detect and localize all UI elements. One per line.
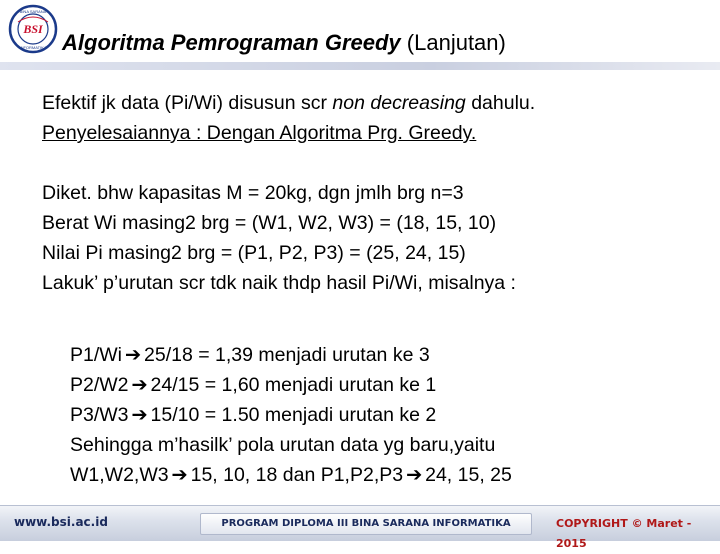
steps-block: [70, 340, 720, 490]
intro-line-2: Penyelesaiannya : Dengan Algoritma Prg. Greedy.: [42, 122, 477, 144]
known-block: [42, 178, 712, 298]
footer-copyright: COPYRIGHT © Maret - 2015: [556, 517, 692, 550]
step-row: P2/W2 ➔ 24/15 = 1,60 menjadi urutan ke 1: [70, 370, 720, 400]
logo-ring-top: BINA SARANA: [19, 9, 47, 14]
title-suffix: (Lanjutan): [400, 30, 506, 55]
right-arrow-icon: ➔: [131, 374, 148, 396]
right-arrow-icon: ➔: [171, 464, 188, 486]
footer-bar: [0, 505, 720, 550]
step-row: P1/Wi ➔ 25/18 = 1,39 menjadi urutan ke 3: [70, 340, 720, 370]
title-bar: [0, 62, 720, 70]
known-line-capacity: Diket. bhw kapasitas M = 20kg, dgn jmlh brg n=3: [42, 182, 464, 204]
footer-program: PROGRAM DIPLOMA III BINA SARANA INFORMATIKA: [200, 513, 532, 535]
known-line-weights: Berat Wi masing2 brg = (W1, W2, W3) = (18, 15, 10): [42, 212, 497, 234]
intro-block: [42, 88, 712, 148]
logo-ring-bottom: INFORMATIKA: [19, 45, 47, 50]
footer-website: www.bsi.ac.id: [14, 515, 108, 529]
right-arrow-icon: ➔: [131, 404, 148, 426]
right-arrow-icon: ➔: [405, 464, 423, 486]
conclusion-line-2: W1,W2,W3 ➔ 15, 10, 18 dan P1,P2,P3 ➔ 24, 15, 25: [70, 460, 720, 490]
intro-line-1: Efektif jk data (Pi/Wi) disusun scr non decreasing dahulu.: [42, 92, 536, 114]
known-line-values: Nilai Pi masing2 brg = (P1, P2, P3) = (25, 24, 15): [42, 242, 466, 264]
step-row: P3/W3 ➔ 15/10 = 1.50 menjadi urutan ke 2: [70, 400, 720, 430]
right-arrow-icon: ➔: [124, 344, 142, 366]
title-main: Algoritma Pemrograman Greedy: [62, 30, 401, 55]
conclusion-line-1: Sehingga m’hasilk’ pola urutan data yg baru,yaitu: [70, 434, 496, 456]
slide-title: [62, 30, 712, 56]
bsi-logo: [8, 4, 58, 54]
logo-center-text: BSI: [23, 22, 43, 36]
known-line-sort: Lakuk’ p’urutan scr tdk naik thdp hasil Pi/Wi, misalnya :: [42, 272, 516, 294]
